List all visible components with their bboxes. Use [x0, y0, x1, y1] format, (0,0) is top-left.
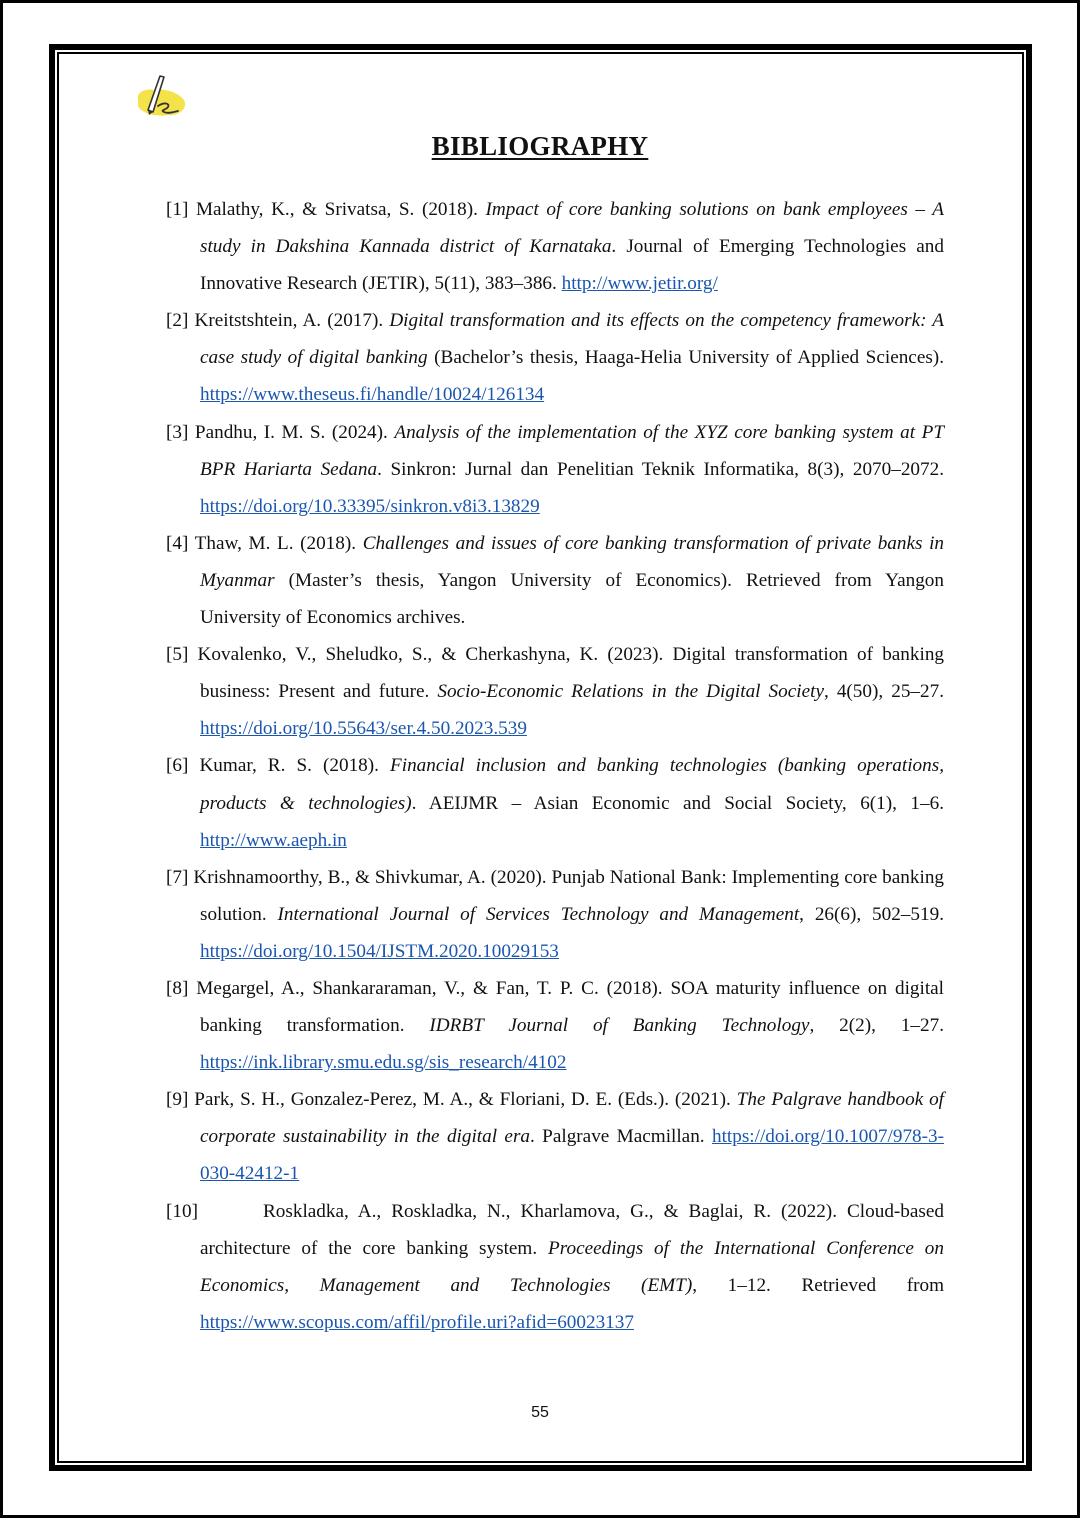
reference-authors: Pandhu, I. M. S. (2024).: [194, 421, 395, 443]
reference-item: [166, 191, 944, 302]
reference-authors: Kovalenko, V., Sheludko, S., & Cherkashyna, K. (2023). Digital transformation of banking business: Present and future.: [197, 644, 945, 703]
reference-source: , 4(50), 25–27.: [823, 681, 944, 703]
reference-title: Analysis of the implementation of the XYZ core banking system at PT BPR Hariarta Sedana: [200, 421, 944, 480]
reference-item: [166, 414, 944, 525]
reference-authors: Kreitstshtein, A. (2017).: [194, 310, 390, 332]
reference-number: [7]: [166, 866, 189, 888]
reference-title: Impact of core banking solutions on bank employees – A study in Dakshina Kannada district of Karnataka: [200, 199, 944, 258]
reference-number: [4]: [166, 532, 189, 554]
reference-item: [166, 747, 944, 858]
reference-source: (Bachelor’s thesis, Haaga-Helia University of Applied Sciences).: [427, 347, 944, 369]
reference-item: [166, 1193, 944, 1341]
reference-source: . AEIJMR – Asian Economic and Social Society, 6(1), 1–6.: [411, 792, 944, 814]
reference-title: International Journal of Services Technology and Management: [277, 903, 800, 925]
reference-title: Digital transformation and its effects on the competency framework: A case study of digital banking: [200, 310, 945, 369]
reference-link[interactable]: https://doi.org/10.1007/978-3-030-42412-1: [200, 1126, 944, 1185]
reference-number: [5]: [166, 644, 189, 666]
reference-source: , 26(6), 502–519.: [799, 903, 944, 925]
reference-item: [166, 302, 944, 413]
reference-number: [2]: [166, 310, 189, 332]
reference-title: IDRBT Journal of Banking Technology: [429, 1015, 810, 1037]
reference-authors: Kumar, R. S. (2018).: [199, 755, 391, 777]
reference-source: (Master’s thesis, Yangon University of Economics). Retrieved from Yangon University of Economics archives.: [200, 569, 944, 629]
reference-link[interactable]: https://www.theseus.fi/handle/10024/126134: [200, 384, 545, 406]
reference-title: Proceedings of the International Conference on Economics, Management and Technologies (EMT): [200, 1237, 944, 1296]
reference-source: . Palgrave Macmillan.: [530, 1126, 712, 1148]
reference-link[interactable]: https://doi.org/10.55643/ser.4.50.2023.539: [200, 718, 527, 740]
reference-number: [6]: [166, 755, 189, 777]
reference-title: The Palgrave handbook of corporate sustainability in the digital era: [200, 1089, 944, 1148]
reference-authors: Krishnamoorthy, B., & Shivkumar, A. (2020). Punjab National Bank: Implementing core banking solution.: [193, 866, 945, 925]
reference-number: [3]: [166, 421, 189, 443]
reference-link[interactable]: https://www.scopus.com/affil/profile.uri?afid=60023137: [200, 1311, 634, 1333]
reference-source: , 1–12. Retrieved from: [692, 1274, 944, 1296]
reference-title: Challenges and issues of core banking transformation of private banks in Myanmar: [200, 532, 945, 591]
reference-source: , 2(2), 1–27.: [809, 1015, 945, 1037]
pen-writing-icon: [134, 70, 190, 120]
reference-list: [166, 191, 944, 1341]
reference-authors: Megargel, A., Shankararaman, V., & Fan, T. P. C. (2018). SOA maturity influence on digital banking transformation.: [196, 977, 945, 1037]
reference-number: [1]: [166, 199, 189, 220]
reference-link[interactable]: http://www.aeph.in: [200, 829, 347, 851]
page-number: 55: [531, 1404, 549, 1421]
reference-authors: Park, S. H., Gonzalez-Perez, M. A., & Floriani, D. E. (Eds.). (2021).: [194, 1089, 737, 1111]
reference-number: [8]: [166, 977, 189, 999]
reference-title: Financial inclusion and banking technologies (banking operations, products & technologies): [200, 755, 944, 814]
reference-authors: Thaw, M. L. (2018).: [194, 532, 363, 554]
reference-item: [166, 970, 944, 1081]
reference-source: . Journal of Emerging Technologies and Innovative Research (JETIR), 5(11), 383–386.: [200, 236, 944, 295]
reference-source: . Sinkron: Jurnal dan Penelitian Teknik Informatika, 8(3), 2070–2072.: [377, 458, 944, 480]
reference-link[interactable]: https://ink.library.smu.edu.sg/sis_research/4102: [200, 1052, 567, 1074]
reference-number: [10]: [166, 1200, 198, 1222]
page-title: BIBLIOGRAPHY: [431, 131, 649, 161]
reference-link[interactable]: https://doi.org/10.33395/sinkron.v8i3.13829: [200, 495, 540, 517]
reference-authors: Malathy, K., & Srivatsa, S. (2018).: [195, 199, 486, 220]
reference-item: [166, 859, 944, 970]
reference-item: [166, 636, 944, 747]
reference-authors: Roskladka, A., Roskladka, N., Kharlamova, G., & Baglai, R. (2022). Cloud-based architecture of the core banking system.: [200, 1200, 944, 1259]
reference-link[interactable]: http://www.jetir.org/: [561, 273, 718, 295]
reference-number: [9]: [166, 1089, 189, 1111]
reference-link[interactable]: https://doi.org/10.1504/IJSTM.2020.10029153: [200, 940, 559, 962]
reference-item: [166, 525, 944, 636]
reference-item: [166, 1081, 944, 1192]
reference-title: Socio-Economic Relations in the Digital Society: [437, 681, 824, 703]
